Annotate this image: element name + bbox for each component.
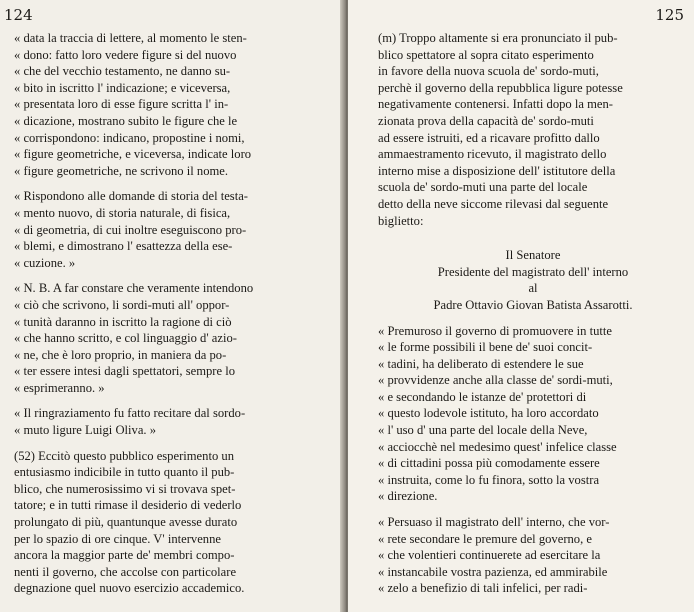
text-line: « direzione. — [378, 489, 438, 504]
paragraph-gap — [14, 396, 336, 405]
text-line: « e secondando le istanze de' protettori di — [378, 389, 587, 404]
text-line: blico spettatore al sopra citato esperimento — [378, 47, 594, 62]
text-line: perchè il governo della repubblica ligure potesse — [378, 80, 623, 95]
text-line: ammaestramento ricevuto, il magistrato dello — [378, 147, 607, 162]
text-line: « Il ringraziamento fu fatto recitare dal sordo- — [14, 406, 246, 421]
text-line: « corrispondono: indicano, propostine i nomi, — [14, 130, 245, 145]
text-line: « bito in iscritto l' indicazione; e viceversa, — [14, 80, 231, 95]
text-line: Presidente del magistrato dell' interno — [437, 264, 629, 279]
text-line: negativamente contenersi. Infatti dopo la men- — [378, 97, 613, 112]
text-line: « che del vecchio testamento, ne danno su- — [14, 64, 231, 79]
text-line: « Premuroso il governo di promuovere in tutte — [378, 323, 612, 338]
paragraph-gap — [14, 271, 336, 280]
right-page — [348, 0, 694, 612]
text-line: « ne, che è loro proprio, in maniera da po- — [14, 347, 227, 362]
paragraph-gap — [378, 229, 688, 238]
text-line: blico, che numerosissimo vi si trovava spet- — [14, 481, 236, 496]
text-line: tatore; e in tutti rimase il desiderio di vederlo — [14, 498, 242, 513]
text-line: « ciò che scrivono, li sordi-muti all' oppor- — [14, 297, 230, 312]
text-line: « presentata loro di esse figure scritta l' in- — [14, 97, 229, 112]
text-line: « tadini, ha deliberato di estendere le sue — [378, 356, 584, 371]
text-line: nenti il governo, che accolse con particolare — [14, 564, 237, 579]
text-line: interno mise a disposizione dell' istitutore della — [378, 163, 616, 178]
page-number: 124 — [4, 6, 33, 24]
text-line: (52) Eccitò questo pubblico esperimento un — [14, 448, 234, 463]
text-line: Padre Ottavio Giovan Batista Assarotti. — [433, 297, 633, 312]
text-line: entusiasmo indicibile in tutto quanto il pub- — [14, 465, 235, 480]
text-line: degnazione quel nuovo esercizio accademico. — [14, 581, 245, 596]
text-line: « muto ligure Luigi Oliva. » — [14, 423, 157, 438]
paragraph-gap — [14, 179, 336, 188]
paragraph-gap — [378, 238, 688, 247]
text-line: « Persuaso il magistrato dell' interno, che vor- — [378, 515, 610, 530]
text-line: « data la traccia di lettere, al momento le sten- — [14, 31, 247, 45]
text-line: Il Senatore — [505, 248, 561, 263]
text-line: « che volentieri continuerete ad esercitare la — [378, 548, 601, 563]
text-line: « zelo a benefizio di tali infelici, per radi- — [378, 581, 588, 596]
paragraph-gap — [378, 314, 688, 323]
text-line: « questo lodevole istituto, ha loro accordato — [378, 406, 599, 421]
paragraph-gap — [378, 505, 688, 514]
text-line: « esprimeranno. » — [14, 380, 105, 395]
text-line: (m) Troppo altamente si era pronunciato il pub- — [378, 31, 618, 45]
text-line: « che hanno scritto, e col linguaggio d' azio- — [14, 331, 237, 346]
text-line: « acciocchè nel medesimo quest' infelice classe — [378, 439, 617, 454]
text-line: « instruita, come lo fu finora, sotto la vostra — [378, 472, 600, 487]
text-line: « dono: fatto loro vedere figure si del nuovo — [14, 47, 237, 62]
text-line: « blemi, e dimostrano l' esattezza della ese- — [14, 239, 233, 254]
paragraph-gap — [14, 439, 336, 448]
text-line: « ter essere intesi dagli spettatori, sempre lo — [14, 364, 236, 379]
text-line: « mento nuovo, di storia naturale, di fisica, — [14, 205, 231, 220]
text-line: « l' uso d' una parte del locale della Neve, — [378, 423, 588, 438]
text-line: prolungato di più, quantunque avesse durato — [14, 515, 238, 530]
text-line: in favore della nuova scuola de' sordo-muti, — [378, 64, 599, 79]
text-line: « dicazione, mostrano subito le figure che le — [14, 113, 238, 128]
text-line: « tunità daranno in iscritto la ragione di ciò — [14, 314, 232, 329]
page-text — [378, 30, 688, 597]
text-line: ad essere istruiti, ed a ricavare profitto dallo — [378, 130, 600, 145]
text-line: « le forme possibili il bene de' suoi concit- — [378, 340, 593, 355]
text-line: scuola de' sordo-muti una parte del locale — [378, 180, 588, 195]
text-line: « provvidenze anche alla classe de' sordi-muti, — [378, 373, 613, 388]
text-line: « di cittadini possa più comodamente essere — [378, 456, 600, 471]
text-line: « figure geometriche, ne scrivono il nome. — [14, 163, 229, 178]
text-line: al — [528, 281, 538, 296]
text-line: ancora la maggior parte de' membri compo- — [14, 548, 235, 563]
text-line: « instancabile vostra pazienza, ed ammirabile — [378, 564, 608, 579]
page-text — [14, 30, 336, 597]
left-page — [0, 0, 344, 612]
text-line: « Rispondono alle domande di storia del testa- — [14, 189, 248, 204]
text-line: per lo spazio di ore cinque. V' intervenne — [14, 531, 221, 546]
text-line: « N. B. A far constare che veramente intendono — [14, 281, 254, 296]
text-line: « rete secondare le premure del governo, e — [378, 531, 592, 546]
page-number: 125 — [655, 6, 684, 24]
text-line: biglietto: — [378, 213, 424, 228]
text-line: « cuzione. » — [14, 255, 76, 270]
text-line: « di geometria, di cui inoltre eseguiscono pro- — [14, 222, 247, 237]
text-line: zionata prova della capacità de' sordo-muti — [378, 113, 594, 128]
text-line: « figure geometriche, e viceversa, indicate loro — [14, 147, 252, 162]
text-line: detto della neve siccome rilevasi dal seguente — [378, 196, 609, 211]
